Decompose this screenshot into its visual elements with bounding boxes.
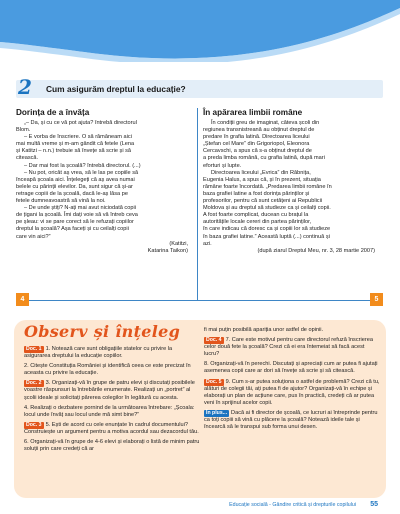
text-line: regiunea transnistreană au obținut dreptul de bbox=[203, 127, 315, 134]
text-line: – Nu pot, oricât aș vrea, să le las pe copiile să bbox=[24, 169, 139, 176]
exercise-item bbox=[204, 379, 380, 407]
exercise-text: 6. Organizați-vă în grupe de 4-6 elevi și elaborați o listă de minim patru soluții prin care credeți că ar bbox=[24, 439, 200, 453]
exercise-item bbox=[204, 410, 380, 431]
observe-title bbox=[24, 322, 184, 346]
text-line: înceapă școala aici. Înțelegeți că aș avea numai bbox=[16, 176, 135, 183]
text-line: fetele dumneavoastră să vină la noi. bbox=[16, 198, 106, 205]
observe-title-text: Observ și înțeleg bbox=[24, 322, 181, 341]
header-wave-decoration bbox=[0, 0, 400, 62]
exercise-item bbox=[204, 337, 380, 358]
text-line: predare în grafia latină. Directoarea liceului bbox=[203, 134, 310, 141]
text-line: belele cu părinții elevilor. Da, sunt sigur că și-ar bbox=[16, 183, 133, 190]
exercise-item bbox=[24, 422, 200, 436]
text-line: Blom. bbox=[16, 127, 31, 134]
doc-tag: Doc. 1 bbox=[26, 346, 42, 352]
exercise-text: 9. Cum s-ar putea soluționa o astfel de problemă? Crezi că tu, alături de colegii tăi, ați putea fi de ajutor? Organizați-vă în echipe și elaborați un plan de acțiune care, pus în practică, credeți că ar putea veni în sprijinul acelor copii. bbox=[204, 378, 380, 406]
footer-page-number: 55 bbox=[370, 501, 378, 508]
exercise-item bbox=[24, 405, 200, 419]
question-text: Cum asigurăm dreptul la educație? bbox=[46, 84, 186, 94]
text-line: și Katitzi – n.n.) trebuie să învețe să scrie și să bbox=[16, 148, 132, 155]
source-author: Katarina Taikon) bbox=[147, 247, 188, 254]
exercise-text: fi mai puțin posibilă apariția unor astfel de opinii. bbox=[204, 327, 324, 333]
doc-tag: Doc. 3 bbox=[26, 421, 42, 428]
text-line: baza grafiei latine a fost dorința părinților și bbox=[203, 190, 310, 197]
exercise-text: 3. Organizați-vă în grupe de patru elevi și discutați posibilele voastre răspunsuri la întrebările enumerate. Realizați un „portret” al școlii ideale și solicitați părerea colegilor în legătură cu acesta. bbox=[24, 380, 195, 401]
exercise-text: 8. Organizați-vă în perechi. Discutați și apreciați cum ar putea fi ajutați asemenea copii care ar dori să învețe să scrie și să citească. bbox=[204, 361, 378, 375]
text-line: – De unde știți? N-ați mai avut niciodată copii bbox=[24, 205, 136, 212]
doc-tag: Doc. 5 bbox=[206, 378, 222, 385]
document-number-right: 5 bbox=[370, 293, 383, 306]
page-footer bbox=[0, 500, 400, 514]
text-line: Cercavschi, a spus că s-a obținut dreptul de bbox=[203, 148, 312, 155]
text-line: pe șleau: vi se pare corect să le refuzați copiilor bbox=[16, 219, 134, 226]
text-line: în care indicau că doresc ca și copiii lor să studieze bbox=[203, 226, 331, 233]
text-line: Eugenia Halus, a spus că, și în prezent, situația bbox=[203, 176, 321, 183]
text-line: profesorilor, pentru că sunt cetățeni ai Republicii bbox=[203, 198, 323, 205]
column-divider bbox=[197, 108, 198, 300]
text-line: a preda limba română, cu grafia latină, după mari bbox=[203, 155, 325, 162]
question-bar bbox=[16, 75, 383, 99]
doc-tag: Doc. 4 bbox=[206, 337, 222, 344]
text-line: – Dar mai fost la școală? întrebă directorul. (...) bbox=[24, 162, 141, 169]
text-line: Moldova și au dreptul să studieze ca și ceilalți copii. bbox=[203, 205, 331, 212]
source-title: (Katitzi, bbox=[169, 240, 188, 247]
text-line: – E vorba de înscriere. O să rămâneam aici bbox=[24, 134, 132, 141]
exercise-text: 7. Care este motivul pentru care directorul refuză înscrierea celor două fete la școală? Crezi că ei era întemeiat să facă acest lucru? bbox=[204, 337, 373, 358]
text-line: rămâne foarte încordată. „Predarea limbii române în bbox=[203, 183, 332, 190]
text-line: care vin aici?” bbox=[16, 233, 51, 240]
text-line: retrage copiii de la școală, dacă le-aș lăsa pe bbox=[16, 190, 128, 197]
document-left-title: Dorința de a învăța bbox=[16, 108, 90, 117]
text-line: eforturi și lupte. bbox=[203, 162, 242, 169]
exercise-text: 4. Realizați o dezbatere pornind de la următoarea întrebare: „Școala: locul unde învăț sau locul unde mă simt bine?” bbox=[24, 404, 195, 418]
exercise-item bbox=[24, 363, 200, 377]
exercise-item bbox=[204, 327, 380, 334]
document-left bbox=[16, 108, 188, 308]
text-line: Directoarea liceului „Evrica” din Râbnița, bbox=[211, 169, 311, 176]
exercise-text: 1. Notează care sunt obligațiile statelor cu privire la asigurarea dreptului la educație copiilor. bbox=[24, 346, 173, 360]
extra-tag: În plus... bbox=[206, 409, 228, 416]
exercise-text: Dacă ai fi director de școală, ce lucruri ai întreprinde pentru ca toți copiii să vină cu plăcere la școală? Notează ideile tale și încearcă să le transpui sub forma unui desen. bbox=[204, 409, 378, 431]
doc-tag: Doc. 2 bbox=[26, 380, 42, 387]
document-right-title: În apărarea limbii române bbox=[203, 108, 303, 117]
text-line: A fost foarte complicat, ducean cu brațul la bbox=[203, 212, 309, 219]
text-line: de țigani la școală. Îmi dați voie să vă întreb ceva bbox=[16, 212, 138, 219]
text-line: autoritățile locale cereri din partea părinților, bbox=[203, 219, 312, 226]
question-number: 2 bbox=[18, 75, 32, 99]
text-line: „Ștefan cel Mare” din Grigoriopol, Eleonora bbox=[203, 141, 310, 148]
observe-right-column bbox=[204, 327, 380, 434]
exercise-item bbox=[24, 439, 200, 453]
text-line: mai multă vreme și m-am gândit că fetele (Lena bbox=[16, 141, 135, 148]
text-line: azi. bbox=[203, 240, 212, 247]
exercise-text: 2. Citește Constituția României și identifică ceea ce este precizat în aceasta cu privire la educație. bbox=[24, 363, 191, 377]
text-line: în baza grafiei latine.” Această luptă (...) continuă și bbox=[203, 233, 330, 240]
exercise-item bbox=[204, 361, 380, 375]
exercise-item bbox=[24, 380, 200, 401]
documents-columns bbox=[16, 108, 383, 308]
exercise-text: 5. Ești de acord cu cele enunțate în cadrul documentului? Construiește un argument pentru a motiva acordul sau dezacordul tău. bbox=[24, 421, 199, 435]
footer-text: Educație socială - Gândire critică și drepturile copilului bbox=[229, 502, 356, 508]
text-line: dreptul la școală? Așa faceți și cu ceilalți copii bbox=[16, 226, 129, 233]
document-right bbox=[203, 108, 375, 308]
text-line: „– Da, și cu ce vă pot ajuta? întrebă directorul bbox=[24, 120, 137, 126]
text-line: În condiții greu de imaginat, câteva școli din bbox=[211, 120, 320, 126]
observe-left-column bbox=[24, 346, 200, 456]
document-number-left: 4 bbox=[16, 293, 29, 306]
source-citation: (după ziarul Dreptul Meu, nr. 3, 28 martie 2007) bbox=[257, 247, 375, 254]
text-line: citească. bbox=[16, 155, 39, 162]
columns-bottom-rule bbox=[16, 300, 383, 301]
exercise-item bbox=[24, 346, 200, 360]
